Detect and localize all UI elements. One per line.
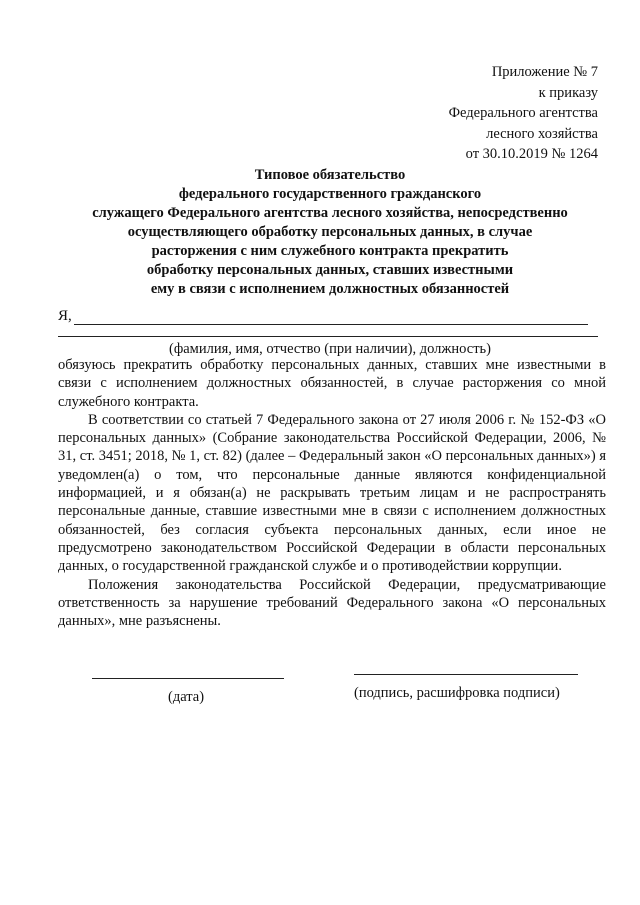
title-line: Типовое обязательство <box>254 167 406 183</box>
name-field[interactable] <box>58 308 598 328</box>
appendix-header <box>449 62 598 165</box>
document-title <box>40 166 620 299</box>
appendix-line: к приказу <box>538 84 598 101</box>
title-line: обработку персональных данных, ставших известными <box>146 262 514 278</box>
appendix-line: Приложение № 7 <box>491 64 598 80</box>
body-paragraph: Положения законодательства Российской Федерации, предусматривающие ответственность за нарушение требований Федерального закона «О персональных данных», мне разъяснены. <box>58 576 606 630</box>
name-underline <box>74 324 588 325</box>
title-line: расторжения с ним служебного контракта прекратить <box>151 243 509 259</box>
appendix-line: Федерального агентства <box>448 105 598 121</box>
title-line: осуществляющего обработку персональных данных, в случае <box>127 224 533 240</box>
position-underline[interactable] <box>58 336 598 337</box>
signature-row <box>0 678 640 718</box>
body-paragraph: обязуюсь прекратить обработку персональных данных, ставших мне известными в связи с исполнением должностных обязанностей, в случае расторжения со мной служебного контракта. <box>58 357 606 410</box>
signature-line[interactable] <box>354 674 578 675</box>
date-caption: (дата) <box>168 689 205 705</box>
date-line[interactable] <box>92 678 284 679</box>
body-text <box>58 356 606 630</box>
body-paragraph: В соответствии со статьей 7 Федерального закона от 27 июля 2006 г. № 152-ФЗ «О персональных данных» (Собрание законодательства Российской Федерации, 2006, № 31, ст. 3451; 2018, № 1, ст. 82) (далее – Федеральный закон «О персональных данных») я уведомлен(а) о том, что персональные данные являются конфиденциальной информацией, и я обязан(а) не раскрывать третьим лицам и не распространять персональные данные, ставшие известными мне в связи с исполнением должностных обязанностей, без согласия субъекта персональных данных, если иное не предусмотрено законодательством Российской Федерации в области персональных данных, о государственной гражданской службе и о противодействии коррупции. <box>58 411 606 575</box>
title-line: служащего Федерального агентства лесного хозяйства, непосредственно <box>92 205 568 221</box>
signature-caption: (подпись, расшифровка подписи) <box>354 685 560 701</box>
ya-label: Я, <box>58 308 72 324</box>
appendix-line: от 30.10.2019 № 1264 <box>465 146 598 162</box>
title-line: федерального государственного гражданского <box>178 186 482 202</box>
name-caption: (фамилия, имя, отчество (при наличии), должность) <box>169 341 491 357</box>
title-line: ему в связи с исполнением должностных обязанностей <box>150 281 510 297</box>
appendix-line: лесного хозяйства <box>486 125 598 142</box>
